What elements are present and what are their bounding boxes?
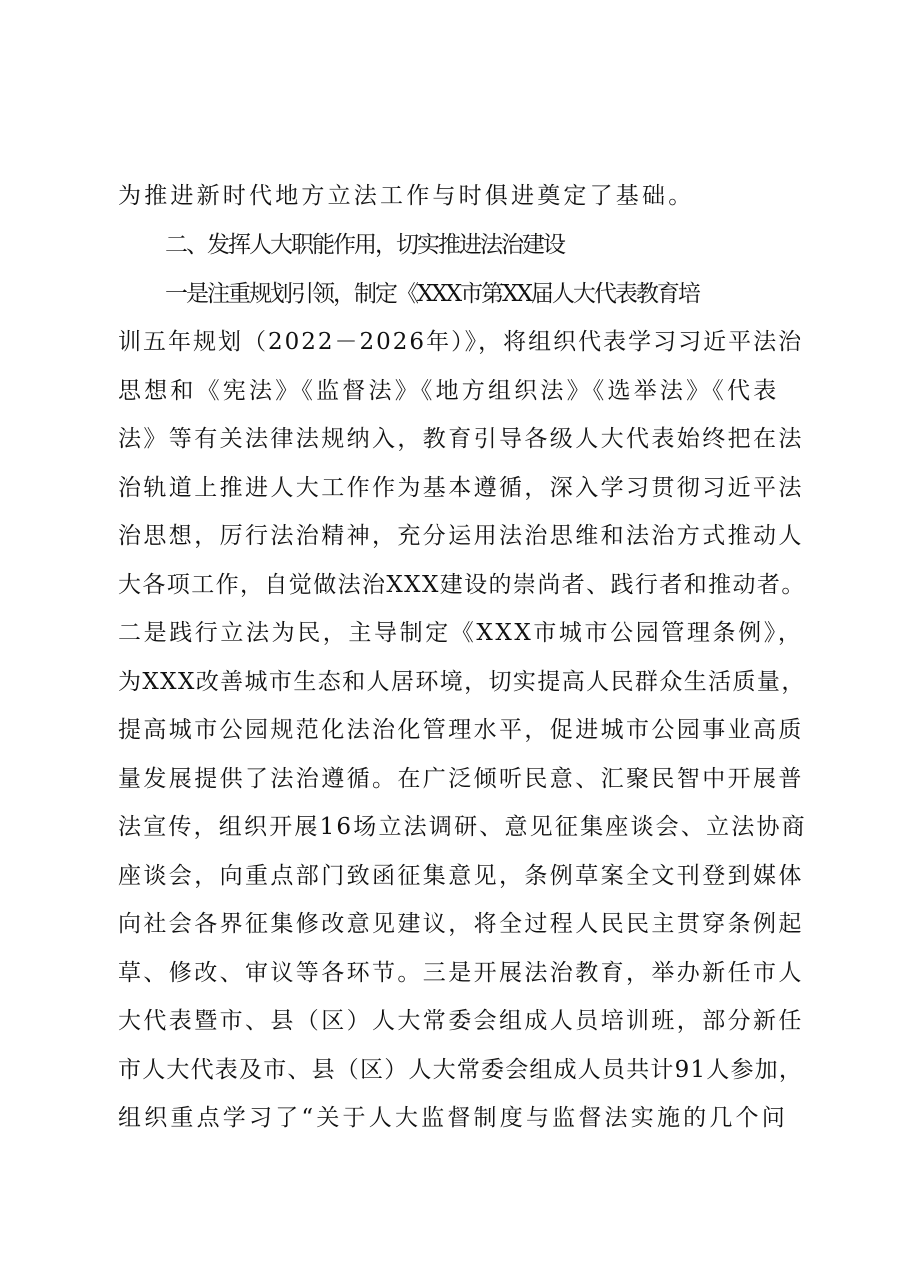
paragraph-line: 思想和《宪法》《监督法》《地方组织法》《选举法》《代表 <box>118 378 780 404</box>
paragraph-line: 草、修改、审议等各环节。三是开展法治教育，举办新任市人 <box>118 960 804 986</box>
paragraph-line: 量发展提供了法治遵循。在广泛倾听民意、汇聚民智中开展普 <box>118 766 804 792</box>
section-heading: 二、发挥人大职能作用，切实推进法治建设 <box>165 232 564 258</box>
paragraph-line: 座谈会，向重点部门致函征集意见，条例草案全文刊登到媒体 <box>118 863 804 889</box>
paragraph-line: 组织重点学习了“关于人大监督制度与监督法实施的几个问 <box>118 1105 788 1131</box>
paragraph-line: 法》等有关法律法规纳入，教育引导各级人大代表始终把在法 <box>118 426 804 452</box>
paragraph-line: 为推进新时代地方立法工作与时俱进奠定了基础。 <box>118 183 695 209</box>
paragraph-line: 二是践行立法为民，主导制定《XXX市城市公园管理条例》， <box>118 620 804 646</box>
paragraph-line: 治轨道上推进人大工作作为基本遵循，深入学习贯彻习近平法 <box>118 475 804 501</box>
paragraph-line: 大代表暨市、县（区）人大常委会组成人员培训班，部分新任 <box>118 1008 804 1034</box>
paragraph-line: 市人大代表及市、县（区）人大常委会组成人员共计91人参加， <box>118 1057 804 1083</box>
paragraph-line: 法宣传，组织开展16场立法调研、意见征集座谈会、立法协商 <box>118 814 807 840</box>
paragraph-line: 提高城市公园规范化法治化管理水平，促进城市公园事业高质 <box>118 717 804 743</box>
paragraph-line: 向社会各界征集修改意见建议，将全过程人民民主贯穿条例起 <box>118 911 804 937</box>
paragraph-line: 训五年规划（2022－2026年）》，将组织代表学习习近平法治 <box>118 329 804 355</box>
paragraph-line: 一是注重规划引领，制定《XXX市第XX届人大代表教育培 <box>165 281 699 307</box>
paragraph-line: 大各项工作，自觉做法治XXX建设的崇尚者、践行者和推动者。 <box>118 572 806 598</box>
paragraph-line: 为XXX改善城市生态和人居环境，切实提高人民群众生活质量， <box>118 669 806 695</box>
paragraph-line: 治思想，厉行法治精神，充分运用法治思维和法治方式推动人 <box>118 523 804 549</box>
